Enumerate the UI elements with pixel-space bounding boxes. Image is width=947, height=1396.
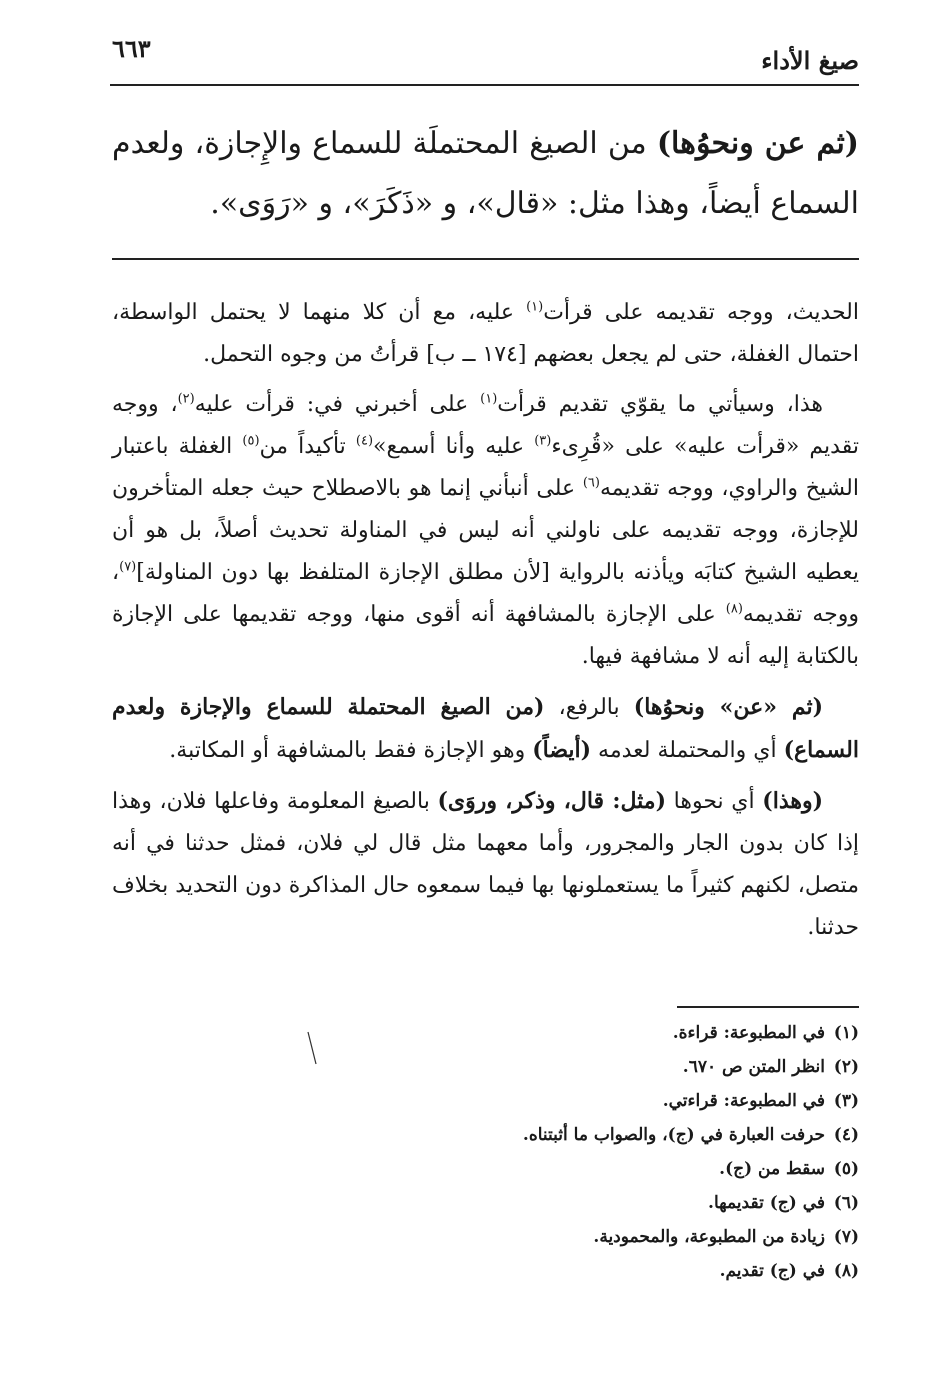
footnote-item	[112, 1152, 859, 1186]
footnote-text: في المطبوعة: قراءتي.	[662, 1091, 825, 1111]
footnote-ref: (٨)	[725, 601, 743, 617]
footnote-text: في المطبوعة: قراءة.	[672, 1023, 825, 1043]
matn-rest: من الصيغ المحتملَة للسماع والإِجازة، ولعدم السماع أيضاً، وهذا مثل: «قال»، و «ذَكَرَ»، و «رَوَى».	[112, 126, 859, 221]
footnote-item	[112, 1050, 859, 1084]
footnote-number: (٣)	[833, 1091, 859, 1111]
footnote-item	[112, 1254, 859, 1288]
footnote-number: (٧)	[833, 1227, 859, 1247]
running-title: صيغ الأداء	[761, 46, 859, 75]
footnote-ref: (١)	[480, 391, 498, 407]
footnote-item	[112, 1118, 859, 1152]
sharh-paragraph-4: (وهذا) أي نحوها (مثل: قال، وذكر، وروَى) بالصيغ المعلومة وفاعلها فلان، وهذا إذا كان بدون الجار والمجرور، وأما معهما مثل قال لي فلان، فمثل حدثنا في أنه متصل، لكنهم كثيراً ما يستعملونها بها فيما سمعوه حال المذاكرة دون التحديد بخلاف حدثنا.	[112, 788, 859, 940]
footnote-item	[112, 1220, 859, 1254]
footnote-text: حرفت العبارة في (ج)، والصواب ما أثبتناه.	[522, 1125, 825, 1145]
footnote-text: في (ج) تقديم.	[719, 1261, 825, 1281]
page-header	[112, 32, 859, 82]
sharh-paragraph-3: (ثم «عن» ونحوُها) بالرفع، (من الصيغ المحتملة للسماع والإجازة ولعدم السماع) أي والمحتملة لعدمه (أيضاً) وهو الإجازة فقط بالمشافهة أو المكاتبة.	[112, 694, 859, 763]
footnote-ref: (٤)	[355, 433, 374, 449]
footnote-ref: (١)	[526, 299, 544, 315]
footnote-number: (٨)	[833, 1261, 859, 1281]
page-number: ٦٦٣	[112, 34, 151, 63]
footnote-ref: (٧)	[119, 559, 137, 575]
footnote-rule	[677, 1006, 859, 1008]
sharh-paragraph-2: هذا، وسيأتي ما يقوّي تقديم قرأت$^{(١)}$ على أخبرني في: قرأت عليه$^{(٢)}$، ووجه تقديم «قرأت عليه» على «قُرِىء$^{(٣)}$ عليه وأنا أسمع»$^{(٤)}$ تأكيداً من$^{(٥)}$ الغفلة باعتبار الشيخ والراوي، ووجه تقديمه$^{(٦)}$ على أنبأني إنما هو بالاصطلاح حيث جعله المتأخرون للإجازة، ووجه تقديمه على ناولني أنه ليس في المناولة تحديث أصلاً، بل هو أن يعطيه الشيخ كتابَه ويأذنه بالرواية [لأن مطلق الإجازة المتلفظ بها دون المناولة]$^{(٧)}$، ووجه تقديمه$^{(٨)}$ على الإجازة بالمشافهة أنه أقوى منها، ووجه تقديمها على الإجازة بالكتابة إليه أنه لا مشافهة فيها.	[112, 391, 859, 669]
footnote-text: سقط من (ج).	[719, 1159, 825, 1179]
footnote-number: (١)	[833, 1023, 859, 1043]
matn-separator	[112, 258, 859, 260]
sharh-text	[112, 292, 859, 957]
footnote-ref: (٥)	[242, 433, 260, 449]
footnote-ref: (٢)	[177, 391, 195, 407]
matn-bold: (ثم عن ونحوُها)	[656, 126, 859, 161]
footnote-text: انظر المتن ص ٦٧٠.	[682, 1057, 825, 1077]
footnotes	[112, 1016, 859, 1288]
footnote-ref: (٦)	[582, 475, 600, 491]
matn-text	[112, 114, 859, 234]
footnote-text: زيادة من المطبوعة، والمحمودية.	[593, 1227, 825, 1247]
footnote-item	[112, 1016, 859, 1050]
footnote-ref: (٣)	[534, 433, 552, 449]
footnote-number: (٥)	[833, 1159, 859, 1179]
sharh-paragraph-1: الحديث، ووجه تقديمه على قرأت$^{(١)}$ عليه، مع أن كلا منهما لا يحتمل الواسطة، احتمال الغفلة، حتى لم يجعل بعضهم [١٧٤ ــ ب] قرأتُ من وجوه التحمل.	[112, 299, 860, 367]
footnote-text: في (ج) تقديمها.	[708, 1193, 825, 1213]
footnote-number: (٢)	[833, 1057, 859, 1077]
footnote-item	[112, 1186, 859, 1220]
footnote-number: (٤)	[833, 1125, 859, 1145]
header-rule	[110, 84, 859, 86]
footnote-item	[112, 1084, 859, 1118]
footnote-number: (٦)	[833, 1193, 859, 1213]
